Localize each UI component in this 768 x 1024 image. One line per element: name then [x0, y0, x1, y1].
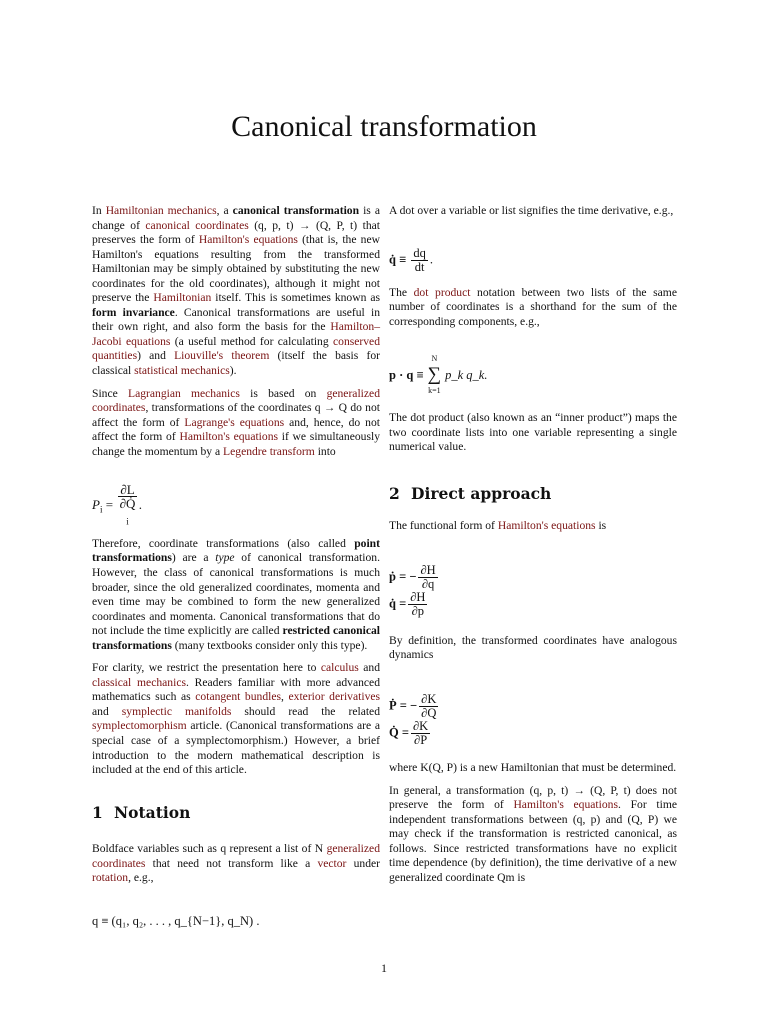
link-dot-product[interactable]: dot product: [413, 285, 471, 299]
link-hamiltonian-mechanics[interactable]: Hamiltonian mechanics: [105, 204, 217, 217]
link-generalized-coordinates[interactable]: generalized coordinates: [92, 386, 380, 415]
inner-product-paragraph: The dot product (also known as an “inner product”) maps the two coordinate lists into one variable representing a single numerical value.: [389, 411, 677, 454]
link-legendre-transform[interactable]: Legendre transform: [223, 444, 315, 458]
equation-legendre: $P_i$ = ∂L ∂Q̇ $_i$ .: [92, 482, 142, 527]
right-column: [389, 204, 677, 893]
link-liouvilles-theorem[interactable]: Liouville's theorem: [174, 349, 270, 363]
section-heading-direct-approach: 2 Direct approach: [389, 483, 552, 503]
link-hamiltons-equations[interactable]: Hamilton's equations: [198, 233, 298, 247]
link-symplectomorphism[interactable]: symplectomorphism: [92, 719, 187, 733]
link-hamilton-jacobi[interactable]: Hamilton–Jacobi equations: [92, 320, 380, 348]
dot-derivative-paragraph: A dot over a variable or list signifies the time derivative, e.g.,: [389, 204, 674, 217]
clarity-paragraph: For clarity, we restrict the presentation here to calculus and classical mechanics. Readers familiar with more advanced mathematics such as cotangent bundles, exterior derivatives and symplectic manifolds should read the related symplectomorphism article. (Canonical transformations are a special case of a symplectomorphism.) However, a brief introduction to the modern mathematical description is included at the end of this article.: [92, 661, 381, 777]
link-rotation[interactable]: rotation: [92, 871, 129, 885]
link-hamiltonian[interactable]: Hamiltonian: [153, 291, 212, 305]
page-title: Canonical transformation: [231, 110, 537, 143]
equation-hamiltons: ṗ = − $\frac{\partial H}{\partial q}$ q̇ = $\frac{\partial H}{\partial p}$: [389, 562, 436, 618]
link-calculus[interactable]: calculus: [320, 661, 359, 675]
link-symplectic-manifolds[interactable]: symplectic manifolds: [121, 704, 232, 718]
link-statistical-mechanics[interactable]: statistical mechanics: [134, 364, 230, 378]
point-transformations-paragraph: Therefore, coordinate transformations (also called point transformations) are a type of canonical transformation. However, the class of canonical transformations is much broader, since the old generalized coordinates, momenta and even time may be combined to form the new generalized coordinates and momenta. Canonical transformations that do not include the time explicitly are called restricted canonical transformations (many textbooks consider only this type).: [92, 536, 381, 652]
functional-form-paragraph: The functional form of Hamilton's equations is: [389, 519, 607, 533]
analogous-dynamics-paragraph: By definition, the transformed coordinates have analogous dynamics: [389, 633, 677, 662]
intro-paragraph: In Hamiltonian mechanics, a canonical transformation is a change of canonical coordinates (q, p, t) → (Q, P, t) that preserves the form of Hamilton's equations (that is, the new Hamilton's equations resulting from the transformed Hamiltonian may be simply obtained by substituting the new coordinates for the old coordinates), although it might not preserve the Hamiltonian itself. This is sometimes known as form invariance. Canonical transformations are useful in their own right, and also form the basis for the Hamilton–Jacobi equations (a useful method for calculating conserved quantities) and Liouville's theorem (itself the basis for classical statistical mechanics).: [92, 204, 380, 378]
link-lagrangian-mechanics[interactable]: Lagrangian mechanics: [127, 386, 240, 400]
equation-qdot: q̇ ≡ $\frac{dq}{dt}$ .: [389, 245, 433, 274]
link-exterior-derivatives[interactable]: exterior derivatives: [288, 690, 381, 704]
link-hamiltons-equations-4[interactable]: Hamilton's equations: [513, 798, 618, 812]
section-heading-notation: 1 Notation: [92, 802, 191, 822]
link-hamiltons-equations-3[interactable]: Hamilton's equations: [497, 519, 596, 533]
lagrangian-paragraph: Since Lagrangian mechanics is based on generalized coordinates, transformations of the coordinates q → Q do not affect the form of Lagrange's equations and, hence, do not affect the form of Hamilton's equations if we simultaneously change the momentum by a Legendre transform into: [92, 386, 381, 458]
dot-product-paragraph: The dot product notation between two lists of the same number of coordinates is a shorthand for the sum of the corresponding components, e.g.,: [389, 285, 677, 328]
equation-dot-product: p · q ≡ N ∑ k=1 p_k q_k.: [389, 354, 488, 396]
link-cotangent-bundles[interactable]: cotangent bundles: [195, 690, 282, 704]
link-lagranges-equations[interactable]: Lagrange's equations: [184, 415, 285, 429]
link-conserved-quantities[interactable]: conserved quantities: [92, 334, 380, 363]
link-vector[interactable]: vector: [317, 856, 347, 870]
link-hamiltons-equations-2[interactable]: Hamilton's equations: [179, 430, 279, 444]
page-number: 1: [381, 961, 387, 975]
link-canonical-coordinates[interactable]: canonical coordinates: [145, 218, 249, 232]
link-generalized-coordinates-2[interactable]: generalized coordinates: [92, 842, 380, 870]
general-transformation-paragraph: In general, a transformation (q, p, t) → (Q, P, t) does not preserve the form of Hamilton's equations. For time independent transformations between (q, p) and (Q, P) we may check if the transformation is restricted canonical, as follows. Since restricted transformations have no explicit time dependence (by definition), the time derivative of a new generalized coordinate Qm is: [389, 783, 677, 884]
left-column: [92, 204, 380, 928]
notation-paragraph: Boldface variables such as q represent a list of N generalized coordinates that need not transform like a vector under rotation, e.g.,: [92, 842, 381, 885]
equation-transformed: Ṗ = − $\frac{\partial K}{\partial Q}$ Q̇ = $\frac{\partial K}{\partial P}$: [389, 692, 437, 748]
equation-q-list: q ≡ (q₁, q₂, . . . , q_{N−1}, q_N) .: [92, 913, 260, 928]
link-classical-mechanics[interactable]: classical mechanics: [92, 675, 186, 689]
new-hamiltonian-paragraph: where K(Q, P) is a new Hamiltonian that must be determined.: [389, 761, 677, 775]
